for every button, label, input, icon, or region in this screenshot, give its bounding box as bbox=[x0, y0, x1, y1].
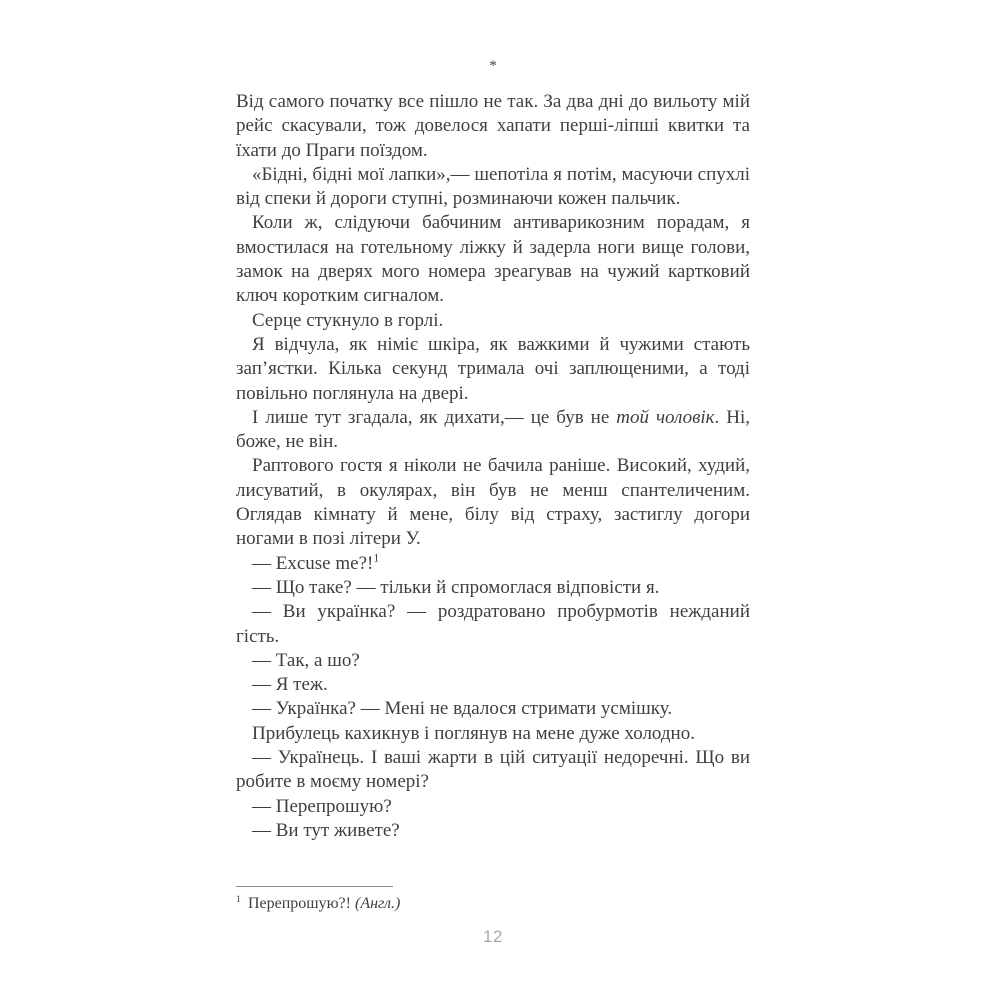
text-segment: . Ні, боже, не він. bbox=[236, 406, 750, 453]
paragraph bbox=[236, 552, 750, 576]
text-segment: Я відчула, як німіє шкіра, як важкими й чужими стають зап’ястки. Кілька секунд тримала очі заплющеними, а тоді повільно поглянула на двері. bbox=[236, 333, 750, 404]
text-segment: — Українець. І ваші жарти в цій ситуації недоречні. Що ви робите в моєму номері? bbox=[236, 747, 750, 793]
text-segment: — Перепрошую? bbox=[252, 795, 392, 817]
paragraph bbox=[236, 722, 750, 746]
page-number: 12 bbox=[483, 927, 503, 946]
paragraph bbox=[236, 211, 750, 308]
text-segment: Від самого початку все пішло не так. За два дні до вильоту мій рейс скасували, тож довелося хапати перші-ліпші квитки та їхати до Праги поїздом. bbox=[236, 91, 750, 161]
paragraph bbox=[236, 795, 750, 819]
text-segment: — Excuse me?! bbox=[252, 552, 374, 574]
paragraph bbox=[236, 309, 750, 333]
paragraph bbox=[236, 697, 750, 721]
paragraph bbox=[236, 819, 750, 843]
paragraph bbox=[236, 163, 750, 212]
paragraph bbox=[236, 90, 750, 163]
scene-break-asterisk: * bbox=[489, 58, 497, 74]
paragraph bbox=[236, 576, 750, 600]
footnote-rule bbox=[236, 886, 393, 887]
footnote-marker: 1 bbox=[236, 893, 241, 905]
paragraph bbox=[236, 333, 750, 406]
text-segment: — Я теж. bbox=[252, 674, 328, 696]
text-segment: Раптового гостя я ніколи не бачила раніше. Високий, худий, лисуватий, в окулярах, він був не менш спантеличеним. Оглядав кімнату й мене, білу від страху, застиглу догори ногами в позі літери У. bbox=[236, 455, 750, 550]
text-segment: Перепрошую?! bbox=[247, 895, 355, 912]
text-segment: той чоловік bbox=[616, 406, 715, 428]
text-segment: Прибулець кахикнув і поглянув на мене дуже холодно. bbox=[252, 722, 695, 744]
text-segment: — Українка? — Мені не вдалося стримати усмішку. bbox=[252, 698, 673, 720]
text-segment: — Ви українка? — роздратовано пробурмотів нежданий гість. bbox=[236, 601, 750, 647]
text-segment: — Ви тут живете? bbox=[252, 819, 400, 841]
paragraph bbox=[236, 600, 750, 649]
text-segment: Серце стукнуло в горлі. bbox=[252, 309, 444, 331]
paragraph bbox=[236, 406, 750, 455]
footnote-content bbox=[248, 895, 400, 912]
text-segment: Коли ж, слідуючи бабчиним антиварикозним порадам, я вмостилася на готельному ліжку й задерла ноги вище голови, замок на дверях мого номера зреагував на чужий картковий ключ коротким сигналом. bbox=[236, 212, 750, 307]
footnote-block bbox=[236, 886, 750, 914]
text-segment: 1 bbox=[373, 551, 380, 565]
text-segment: «Бідні, бідні мої лапки»,— шепотіла я потім, масуючи спухлі від спеки й дороги ступні, розминаючи кожен пальчик. bbox=[236, 163, 750, 210]
body-text bbox=[236, 90, 750, 843]
paragraph bbox=[236, 673, 750, 697]
footnote-text bbox=[236, 894, 750, 914]
text-segment: (Англ.) bbox=[354, 895, 401, 912]
text-segment: — Так, а шо? bbox=[252, 649, 360, 671]
paragraph bbox=[236, 746, 750, 795]
paragraph bbox=[236, 649, 750, 673]
text-segment: І лише тут згадала, як дихати,— це був не bbox=[252, 406, 617, 428]
paragraph bbox=[236, 454, 750, 551]
text-segment: — Що таке? — тільки й спромоглася відповісти я. bbox=[252, 576, 660, 598]
